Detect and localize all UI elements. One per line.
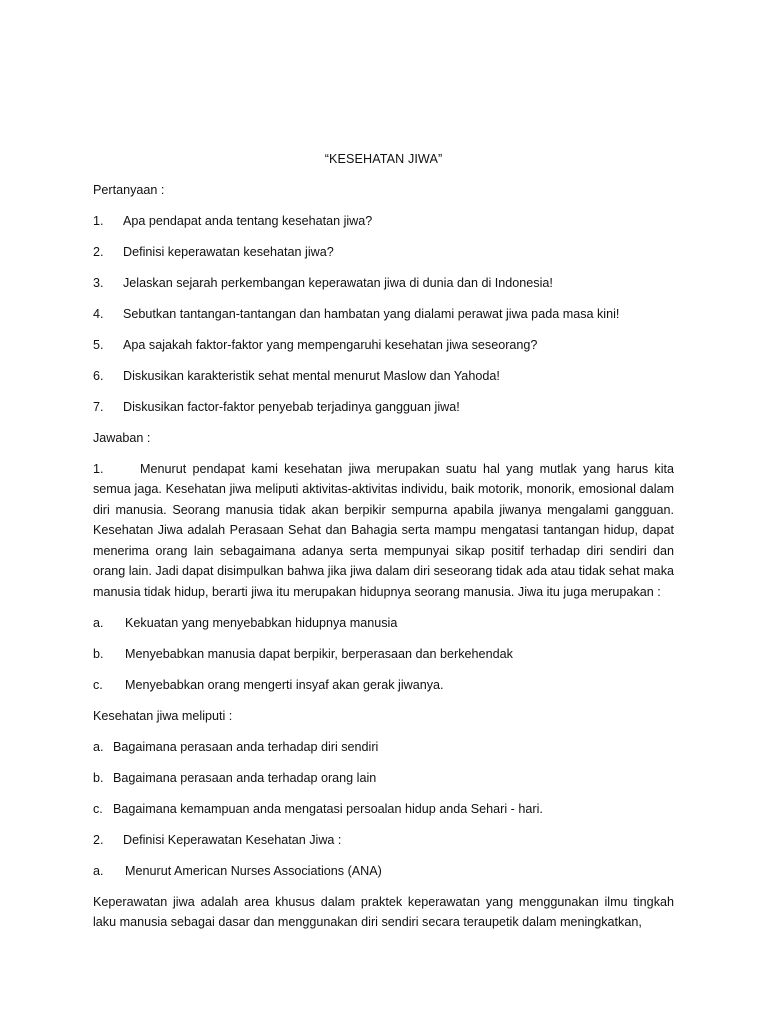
question-number: 2. [93, 244, 104, 259]
list-letter: a. [93, 615, 104, 630]
list-letter: b. [93, 646, 104, 661]
list-text: Menurut American Nurses Associations (ANA) [125, 863, 382, 878]
list-text: Kekuatan yang menyebabkan hidupnya manusia [125, 615, 398, 630]
meliputi-heading: Kesehatan jiwa meliputi : [93, 708, 233, 723]
question-text: Apa sajakah faktor-faktor yang mempengaruhi kesehatan jiwa seseorang? [123, 337, 538, 352]
answer-1-paragraph [93, 459, 674, 603]
answer-2-heading [93, 830, 674, 851]
answer-number: 1. [93, 461, 104, 476]
question-number: 3. [93, 275, 104, 290]
question-text: Apa pendapat anda tentang kesehatan jiwa? [123, 213, 373, 228]
list-letter: b. [93, 770, 104, 785]
list-item [93, 644, 674, 665]
list-letter: c. [93, 677, 103, 692]
question-item [93, 242, 674, 263]
document-body [93, 149, 674, 943]
questions-heading: Pertanyaan : [93, 182, 165, 197]
list-text: Bagaimana perasaan anda terhadap orang lain [113, 770, 377, 785]
question-item [93, 304, 674, 325]
question-text: Diskusikan karakteristik sehat mental menurut Maslow dan Yahoda! [123, 368, 500, 383]
question-text: Sebutkan tantangan-tantangan dan hambatan yang dialami perawat jiwa pada masa kini! [123, 306, 620, 321]
question-number: 5. [93, 337, 104, 352]
question-number: 7. [93, 399, 104, 414]
question-number: 6. [93, 368, 104, 383]
question-text: Jelaskan sejarah perkembangan keperawatan jiwa di dunia dan di Indonesia! [123, 275, 553, 290]
question-item [93, 397, 674, 418]
list-item [93, 799, 674, 820]
question-text: Diskusikan factor-faktor penyebab terjadinya gangguan jiwa! [123, 399, 460, 414]
list-item [93, 675, 674, 696]
answer-text: Menurut pendapat kami kesehatan jiwa merupakan suatu hal yang mutlak yang harus kita semua jaga. Kesehatan jiwa meliputi aktivitas-aktivitas individu, baik motorik, monorik, emosional dalam diri manusia. Seorang manusia tidak akan berpikir sempurna apabila jiwanya mengalami gangguan. Kesehatan Jiwa adalah Perasaan Sehat dan Bahagia serta mampu mengatasi tantangan hidup, dapat menerima orang lain sebagaimana adanya serta mempunyai sikap positif terhadap diri sendiri dan orang lain. Jadi dapat disimpulkan bahwa jika jiwa dalam diri seseorang tidak ada atau tidak sehat maka manusia tidak hidup, berarti jiwa itu merupakan hidupnya seorang manusia. Jiwa itu juga merupakan : [93, 461, 674, 599]
question-item [93, 273, 674, 294]
list-letter: a. [93, 863, 104, 878]
question-number: 4. [93, 306, 104, 321]
document-title: “KESEHATAN JIWA” [324, 152, 443, 166]
list-text: Bagaimana perasaan anda terhadap diri sendiri [113, 739, 379, 754]
question-item [93, 211, 674, 232]
list-letter: a. [93, 739, 104, 754]
question-number: 1. [93, 213, 104, 228]
list-item [93, 613, 674, 634]
list-item [93, 768, 674, 789]
list-item [93, 737, 674, 758]
ana-paragraph: Keperawatan jiwa adalah area khusus dalam praktek keperawatan yang menggunakan ilmu tingkah laku manusia sebagai dasar dan menggunakan diri sendiri secara teraupetik dalam meningkatkan, [93, 894, 674, 929]
list-text: Bagaimana kemampuan anda mengatasi persoalan hidup anda Sehari - hari. [113, 801, 543, 816]
answer-number: 2. [93, 832, 104, 847]
question-text: Definisi keperawatan kesehatan jiwa? [123, 244, 334, 259]
answer-text: Definisi Keperawatan Kesehatan Jiwa : [123, 832, 342, 847]
list-letter: c. [93, 801, 103, 816]
list-text: Menyebabkan orang mengerti insyaf akan gerak jiwanya. [125, 677, 444, 692]
question-item [93, 366, 674, 387]
list-text: Menyebabkan manusia dapat berpikir, berperasaan dan berkehendak [125, 646, 513, 661]
list-item [93, 861, 674, 882]
question-item [93, 335, 674, 356]
answers-heading: Jawaban : [93, 430, 151, 445]
